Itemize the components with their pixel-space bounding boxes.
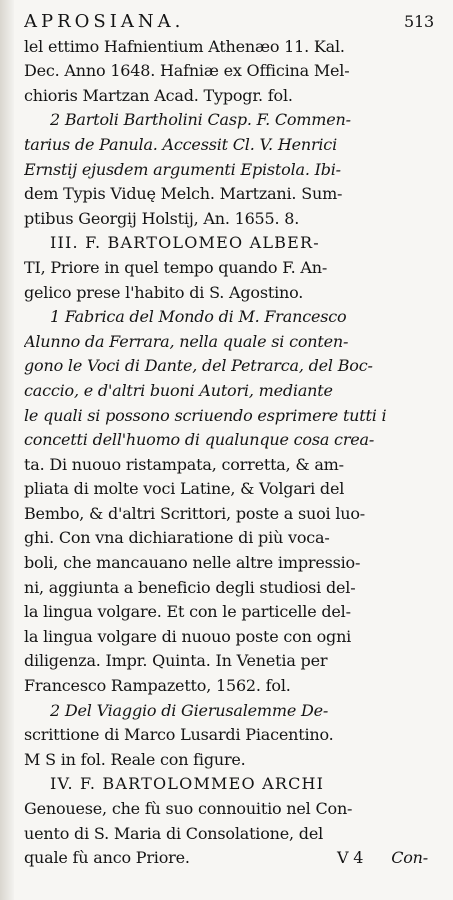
catchword: Con- [391, 848, 428, 868]
text-line: concetti dell'huomo di qualunque cosa crea- [24, 430, 375, 450]
text-line: uento di S. Maria di Consolatione, del [24, 823, 324, 843]
text-line: tarius de Panula. Accessit Cl. V. Henrici [24, 134, 337, 154]
section-heading: IV. F. BARTOLOMMEO ARCHI [50, 774, 325, 794]
text-line: M S in fol. Reale con figure. [24, 749, 246, 769]
text-line: Dec. Anno 1648. Hafniæ ex Officina Mel- [24, 61, 350, 81]
text-line: Francesco Rampazetto, 1562. fol. [24, 676, 291, 696]
text-line: Bembo, & d'altri Scrittori, poste a suoi luo- [24, 503, 365, 523]
text-line: ni, aggiunta a beneficio degli studiosi del- [24, 577, 356, 597]
entry-line: 1 Fabrica del Mondo di M. Francesco [50, 307, 347, 327]
text-line: ghi. Con vna dichiaratione di più voca- [24, 528, 330, 548]
running-header [24, 10, 434, 35]
text-line: boli, che mancauano nelle altre impressio- [24, 553, 361, 573]
text-line: chioris Martzan Acad. Typogr. fol. [24, 85, 293, 105]
text-line: Alunno da Ferrara, nella quale si conten- [24, 331, 349, 351]
text-line: la lingua volgare di nuouo poste con ogni [24, 626, 352, 646]
text-line: caccio, e d'altri buoni Autori, mediante [24, 380, 333, 400]
text-line: quale fù anco Priore. [24, 848, 190, 868]
signature-mark: V 4 [336, 848, 364, 868]
text-line: pliata di molte voci Latine, & Volgari del [24, 479, 345, 499]
last-line [24, 846, 434, 871]
entry-line: 2 Del Viaggio di Gierusalemme De- [50, 700, 329, 720]
text-line: ta. Di nuouo ristampata, corretta, & am- [24, 454, 344, 474]
text-line: gelico prese l'habito di S. Agostino. [24, 282, 304, 302]
text-line: lel ettimo Hafnientium Athenæo 11. Kal. [24, 36, 345, 56]
page-text [24, 10, 434, 871]
text-line: la lingua volgare. Et con le particelle del- [24, 602, 351, 622]
text-line: diligenza. Impr. Quinta. In Venetia per [24, 651, 328, 671]
text-line: Ernstij ejusdem argumenti Epistola. Ibi- [24, 159, 341, 179]
text-line: TI, Priore in quel tempo quando F. An- [24, 257, 328, 277]
text-line: scrittione di Marco Lusardi Piacentino. [24, 725, 334, 745]
text-line: gono le Voci di Dante, del Petrarca, del Boc- [24, 356, 373, 376]
page-number: 513 [404, 12, 434, 31]
page-footer [337, 846, 428, 871]
text-line: ptibus Georgij Holstij, An. 1655. 8. [24, 208, 300, 228]
text-line: Genouese, che fù suo connouitio nel Con- [24, 799, 353, 818]
page-gutter [0, 0, 14, 900]
text-line: le quali si possono scriuendo esprimere tutti i [24, 405, 387, 425]
text-line: dem Typis Viduę Melch. Martzani. Sum- [24, 184, 343, 204]
section-heading: III. F. BARTOLOMEO ALBER- [50, 233, 320, 253]
running-title: APROSIANA. [24, 11, 185, 32]
entry-line: 2 Bartoli Bartholini Casp. F. Commen- [50, 110, 351, 130]
